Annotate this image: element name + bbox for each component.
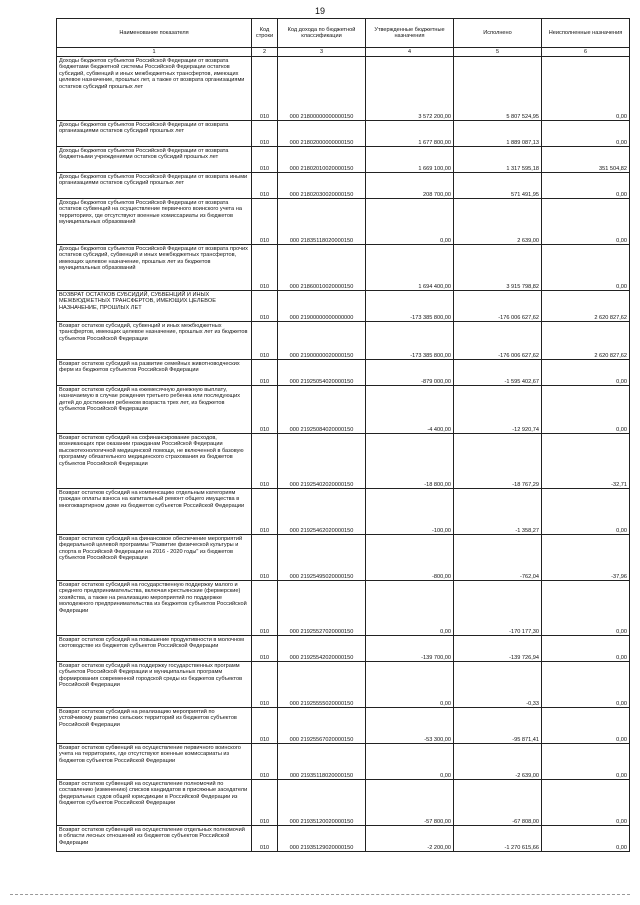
table-body <box>57 57 630 852</box>
row-revenue-code-cell: 000 21835118020000150 <box>278 199 366 245</box>
row-unexecuted-cell: 0,00 <box>542 744 630 780</box>
row-executed-cell: -139 726,94 <box>454 636 542 662</box>
row-executed-cell: -176 006 627,62 <box>454 291 542 322</box>
row-approved-cell: 0,00 <box>366 744 454 780</box>
row-revenue-code-cell: 000 21925567020000150 <box>278 708 366 744</box>
row-executed-cell: 3 915 798,82 <box>454 245 542 291</box>
row-approved-cell: 0,00 <box>366 662 454 708</box>
row-approved-cell: -173 385 800,00 <box>366 291 454 322</box>
table-row <box>57 780 630 826</box>
row-line-code-cell: 010 <box>252 708 278 744</box>
column-number: 6 <box>542 48 630 57</box>
row-unexecuted-cell: 0,00 <box>542 708 630 744</box>
row-line-code-cell: 010 <box>252 434 278 489</box>
table-row <box>57 662 630 708</box>
table-row <box>57 291 630 322</box>
column-number-row <box>57 48 630 57</box>
row-line-code-cell: 010 <box>252 386 278 434</box>
column-number: 5 <box>454 48 542 57</box>
table-row <box>57 121 630 147</box>
row-name-cell: Возврат остатков субсидий на софинансирование расходов, возникающих при оказании гражданам Российской Федерации высокотехнологичной медицинской помощи, не включенной в базовую программу обязательного медицинского страхования из бюджетов субъектов Российской Федерации <box>57 434 252 489</box>
row-approved-cell: -800,00 <box>366 535 454 581</box>
row-line-code-cell: 010 <box>252 581 278 636</box>
row-name-cell: Доходы бюджетов субъектов Российской Федерации от возврата бюджетами бюджетной системы Российской Федерации остатков субсидий, субвенций и иных межбюджетных трансфертов, имеющих целевое назначение, прошлых лет, а также от возврата организациями остатков субсидий прошлых лет <box>57 57 252 121</box>
column-header-unexecuted: Неисполненные назначения <box>542 19 630 48</box>
table-row <box>57 744 630 780</box>
column-number: 3 <box>278 48 366 57</box>
row-executed-cell: 1 317 595,18 <box>454 147 542 173</box>
row-line-code-cell: 010 <box>252 322 278 360</box>
row-approved-cell: 0,00 <box>366 581 454 636</box>
header-row <box>57 19 630 48</box>
column-header-revenue-code: Код дохода по бюджетной классификации <box>278 19 366 48</box>
row-revenue-code-cell: 000 21925402020000150 <box>278 434 366 489</box>
row-approved-cell: -57 800,00 <box>366 780 454 826</box>
column-header-name: Наименование показателя <box>57 19 252 48</box>
column-header-line-code: Код строки <box>252 19 278 48</box>
row-executed-cell: -18 767,29 <box>454 434 542 489</box>
row-unexecuted-cell: 2 620 827,62 <box>542 322 630 360</box>
row-line-code-cell: 010 <box>252 245 278 291</box>
row-unexecuted-cell: 0,00 <box>542 360 630 386</box>
row-revenue-code-cell: 000 21935120020000150 <box>278 780 366 826</box>
table-row <box>57 245 630 291</box>
row-name-cell: Доходы бюджетов субъектов Российской Федерации от возврата иными организациями остатков субсидий прошлых лет <box>57 173 252 199</box>
row-revenue-code-cell: 000 21925462020000150 <box>278 489 366 535</box>
row-executed-cell: -1 270 615,66 <box>454 826 542 852</box>
table-row <box>57 173 630 199</box>
row-approved-cell: -4 400,00 <box>366 386 454 434</box>
row-unexecuted-cell: 0,00 <box>542 386 630 434</box>
row-approved-cell: 1 694 400,00 <box>366 245 454 291</box>
row-revenue-code-cell: 000 21900000020000150 <box>278 322 366 360</box>
row-revenue-code-cell: 000 21925555020000150 <box>278 662 366 708</box>
table-row <box>57 636 630 662</box>
row-line-code-cell: 010 <box>252 489 278 535</box>
row-unexecuted-cell: 0,00 <box>542 581 630 636</box>
column-header-approved: Утвержденные бюджетные назначения <box>366 19 454 48</box>
row-unexecuted-cell: 0,00 <box>542 57 630 121</box>
row-revenue-code-cell: 000 21935129020000150 <box>278 826 366 852</box>
row-approved-cell: -18 800,00 <box>366 434 454 489</box>
row-unexecuted-cell: 2 620 827,62 <box>542 291 630 322</box>
row-unexecuted-cell: 0,00 <box>542 636 630 662</box>
row-name-cell: Возврат остатков субсидий на государственную поддержку малого и среднего предпринимательства, включая крестьянские (фермерские) хозяйства, а также на реализацию мероприятий по поддержке молодежного предпринимательства из бюджетов субъектов Российской Федерации <box>57 581 252 636</box>
table-row <box>57 147 630 173</box>
row-approved-cell: -139 700,00 <box>366 636 454 662</box>
row-line-code-cell: 010 <box>252 826 278 852</box>
row-name-cell: Доходы бюджетов субъектов Российской Федерации от возврата прочих остатков субсидий, субвенций и иных межбюджетных трансфертов, имеющих целевое назначение, прошлых лет из бюджетов муниципальных образований <box>57 245 252 291</box>
row-approved-cell: -53 300,00 <box>366 708 454 744</box>
row-line-code-cell: 010 <box>252 199 278 245</box>
table-header <box>57 19 630 57</box>
table-row <box>57 581 630 636</box>
row-executed-cell: -2 639,00 <box>454 744 542 780</box>
row-approved-cell: -879 000,00 <box>366 360 454 386</box>
table-row <box>57 708 630 744</box>
row-unexecuted-cell: -37,96 <box>542 535 630 581</box>
column-number: 1 <box>57 48 252 57</box>
row-approved-cell: 208 700,00 <box>366 173 454 199</box>
row-executed-cell: -176 006 627,62 <box>454 322 542 360</box>
row-name-cell: Доходы бюджетов субъектов Российской Федерации от возврата бюджетными учреждениями остатков субсидий прошлых лет <box>57 147 252 173</box>
table-row <box>57 386 630 434</box>
row-unexecuted-cell: 0,00 <box>542 662 630 708</box>
row-executed-cell: -0,33 <box>454 662 542 708</box>
table-row <box>57 535 630 581</box>
page-bottom-divider <box>10 894 630 895</box>
row-line-code-cell: 010 <box>252 121 278 147</box>
row-executed-cell: 2 639,00 <box>454 199 542 245</box>
row-revenue-code-cell: 000 21925495020000150 <box>278 535 366 581</box>
row-name-cell: Возврат остатков субсидий на компенсацию отдельным категориям граждан оплаты взноса на капитальный ремонт общего имущества в многоквартирном доме из бюджетов субъектов Российской Федерации <box>57 489 252 535</box>
row-approved-cell: 0,00 <box>366 199 454 245</box>
table-row <box>57 57 630 121</box>
row-line-code-cell: 010 <box>252 57 278 121</box>
row-line-code-cell: 010 <box>252 636 278 662</box>
row-name-cell: Доходы бюджетов субъектов Российской Федерации от возврата остатков субвенций на осуществление первичного воинского учета на территориях, где отсутствуют военные комиссариаты из бюджетов муниципальных образований <box>57 199 252 245</box>
row-name-cell: ВОЗВРАТ ОСТАТКОВ СУБСИДИЙ, СУБВЕНЦИЙ И ИНЫХ МЕЖБЮДЖЕТНЫХ ТРАНСФЕРТОВ, ИМЕЮЩИХ ЦЕЛЕВОЕ НАЗНАЧЕНИЕ, ПРОШЛЫХ ЛЕТ <box>57 291 252 322</box>
row-executed-cell: 1 889 087,13 <box>454 121 542 147</box>
row-line-code-cell: 010 <box>252 360 278 386</box>
row-executed-cell: -170 177,30 <box>454 581 542 636</box>
row-unexecuted-cell: 0,00 <box>542 780 630 826</box>
row-approved-cell: -173 385 800,00 <box>366 322 454 360</box>
row-revenue-code-cell: 000 21900000000000000 <box>278 291 366 322</box>
row-revenue-code-cell: 000 21935118020000150 <box>278 744 366 780</box>
row-revenue-code-cell: 000 21802030020000150 <box>278 173 366 199</box>
page-number: 19 <box>314 6 325 16</box>
row-revenue-code-cell: 000 21860010020000150 <box>278 245 366 291</box>
table-row <box>57 322 630 360</box>
row-revenue-code-cell: 000 21925054020000150 <box>278 360 366 386</box>
row-line-code-cell: 010 <box>252 744 278 780</box>
row-name-cell: Возврат остатков субсидий на ежемесячную денежную выплату, назначаемую в случае рождения третьего ребенка или последующих детей до достижения ребенком возраста трех лет, из бюджетов субъектов Российской Федерации <box>57 386 252 434</box>
row-approved-cell: -100,00 <box>366 489 454 535</box>
row-line-code-cell: 010 <box>252 662 278 708</box>
row-name-cell: Возврат остатков субсидий на развитие семейных животноводческих ферм из бюджетов субъектов Российской Федерации <box>57 360 252 386</box>
row-revenue-code-cell: 000 21925084020000150 <box>278 386 366 434</box>
row-approved-cell: 1 669 100,00 <box>366 147 454 173</box>
row-revenue-code-cell: 000 21802010020000150 <box>278 147 366 173</box>
row-line-code-cell: 010 <box>252 535 278 581</box>
row-unexecuted-cell: 0,00 <box>542 173 630 199</box>
row-executed-cell: -12 920,74 <box>454 386 542 434</box>
row-name-cell: Возврат остатков субсидий на финансовое обеспечение мероприятий федеральной целевой программы "Развитие физической культуры и спорта в Российской Федерации на 2016 - 2020 годы" из бюджетов субъектов Российской Федерации <box>57 535 252 581</box>
row-line-code-cell: 010 <box>252 173 278 199</box>
row-executed-cell: 571 491,95 <box>454 173 542 199</box>
row-executed-cell: -1 595 402,67 <box>454 360 542 386</box>
row-unexecuted-cell: 0,00 <box>542 199 630 245</box>
row-unexecuted-cell: 351 504,82 <box>542 147 630 173</box>
column-header-executed: Исполнено <box>454 19 542 48</box>
row-approved-cell: 1 677 800,00 <box>366 121 454 147</box>
row-name-cell: Возврат остатков субсидий на поддержку государственных программ субъектов Российской Федерации и муниципальных программ формирования современной городской среды из бюджетов субъектов Российской Федерации <box>57 662 252 708</box>
column-number: 2 <box>252 48 278 57</box>
row-line-code-cell: 010 <box>252 147 278 173</box>
table-row <box>57 434 630 489</box>
row-revenue-code-cell: 000 21925527020000150 <box>278 581 366 636</box>
row-unexecuted-cell: 0,00 <box>542 489 630 535</box>
row-name-cell: Возврат остатков субсидий на повышение продуктивности в молочном скотоводстве из бюджетов субъектов Российской Федерации <box>57 636 252 662</box>
row-name-cell: Возврат остатков субвенций на осуществление первичного воинского учета на территориях, где отсутствуют военные комиссариаты из бюджетов субъектов Российской Федерации <box>57 744 252 780</box>
row-name-cell: Доходы бюджетов субъектов Российской Федерации от возврата организациями остатков субсидий прошлых лет <box>57 121 252 147</box>
row-executed-cell: 5 807 524,95 <box>454 57 542 121</box>
row-name-cell: Возврат остатков субсидий, субвенций и иных межбюджетных трансфертов, имеющих целевое назначение, прошлых лет из бюджетов субъектов Российской Федерации <box>57 322 252 360</box>
row-approved-cell: 3 572 200,00 <box>366 57 454 121</box>
row-revenue-code-cell: 000 21802000000000150 <box>278 121 366 147</box>
row-name-cell: Возврат остатков субвенций на осуществление полномочий по составлению (изменению) списков кандидатов в присяжные заседатели федеральных судов общей юрисдикции в Российской Федерации из бюджетов субъектов Российской Федерации <box>57 780 252 826</box>
row-unexecuted-cell: 0,00 <box>542 121 630 147</box>
row-line-code-cell: 010 <box>252 780 278 826</box>
row-name-cell: Возврат остатков субвенций на осуществление отдельных полномочий в области лесных отношений из бюджетов субъектов Российской Федерации <box>57 826 252 852</box>
row-executed-cell: -1 358,27 <box>454 489 542 535</box>
row-revenue-code-cell: 000 21800000000000150 <box>278 57 366 121</box>
row-approved-cell: -2 200,00 <box>366 826 454 852</box>
row-executed-cell: -95 871,41 <box>454 708 542 744</box>
row-unexecuted-cell: 0,00 <box>542 826 630 852</box>
row-unexecuted-cell: -32,71 <box>542 434 630 489</box>
table-row <box>57 826 630 852</box>
revenue-report-table <box>56 18 630 852</box>
row-line-code-cell: 010 <box>252 291 278 322</box>
row-name-cell: Возврат остатков субсидий на реализацию мероприятий по устойчивому развитию сельских территорий из бюджетов субъектов Российской Федерации <box>57 708 252 744</box>
row-unexecuted-cell: 0,00 <box>542 245 630 291</box>
table-row <box>57 199 630 245</box>
column-number: 4 <box>366 48 454 57</box>
table-row <box>57 489 630 535</box>
table-row <box>57 360 630 386</box>
row-revenue-code-cell: 000 21925542020000150 <box>278 636 366 662</box>
row-executed-cell: -762,04 <box>454 535 542 581</box>
row-executed-cell: -67 808,00 <box>454 780 542 826</box>
